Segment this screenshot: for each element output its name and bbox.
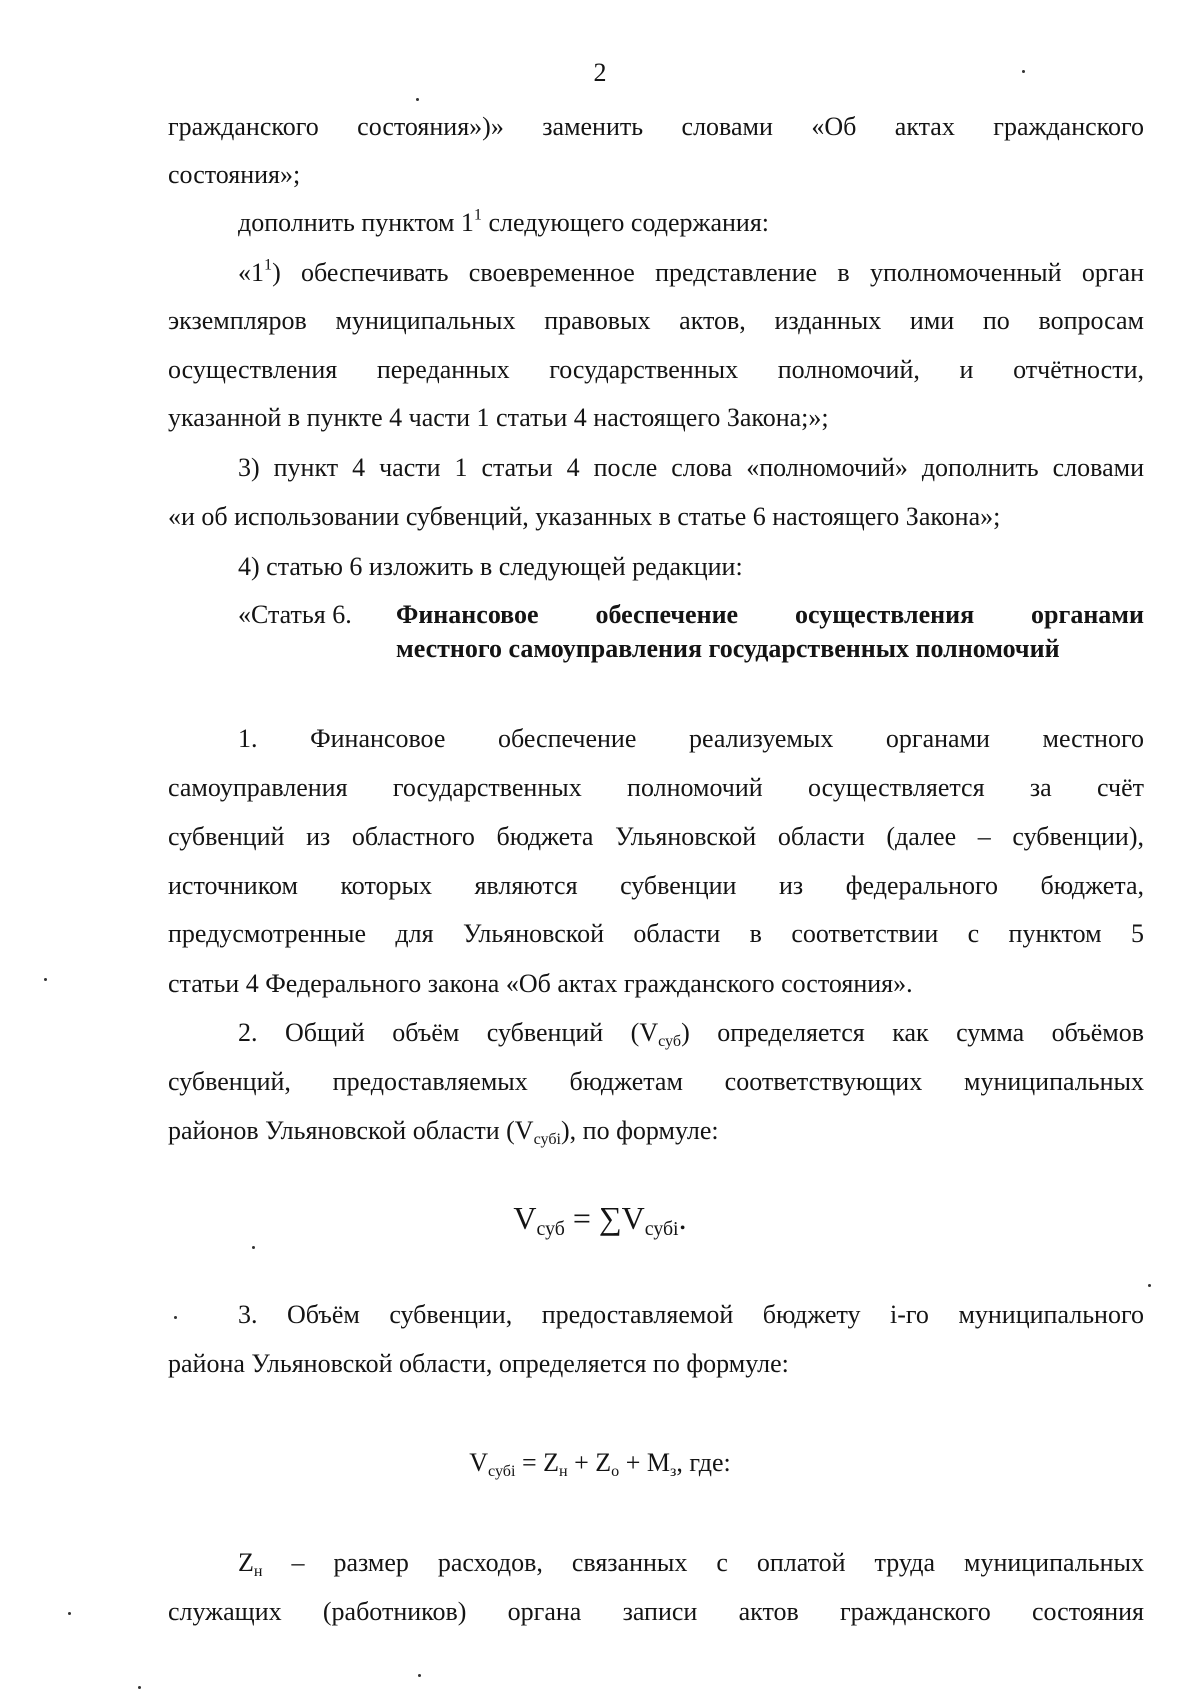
text-line: «$1^1$) обеспечивать своевременное представление в уполномоченный орган xyxy=(238,256,1144,287)
text-line: самоуправления государственных полномочий осуществляется за счёт xyxy=(168,773,1144,802)
text-line: 3. Объём субвенции, предоставляемой бюджету i-го муниципального xyxy=(238,1300,1144,1329)
text-line: предусмотренные для Ульяновской области в соответствии с пунктом 5 xyxy=(168,919,1144,948)
scan-speck xyxy=(44,978,47,981)
text-line: указанной в пункте 4 части 1 статьи 4 настоящего Закона;»; xyxy=(168,403,829,432)
text-line: «и об использовании субвенций, указанных в статье 6 настоящего Закона»; xyxy=(168,502,1001,531)
article-title: Финансовое обеспечение осуществления органами xyxy=(396,600,1144,629)
scan-speck xyxy=(174,1316,177,1319)
scan-speck xyxy=(68,1612,71,1615)
formula-district-subvention: $V_{субi} = Z_н + Z_о + M_з$, где: xyxy=(469,1448,731,1480)
scan-speck xyxy=(416,98,419,101)
formula-total-subvention: $V_{суб} = \sum V_{субi}$. xyxy=(513,1200,687,1240)
text-line: осуществления переданных государственных полномочий, и отчётности, xyxy=(168,355,1144,384)
text-line: 2. Общий объём субвенций $(V_{суб})$ определяется как сумма объёмов xyxy=(238,1018,1144,1050)
text-line: экземпляров муниципальных правовых актов, изданных ими по вопросам xyxy=(168,306,1144,335)
article-title: местного самоуправления государственных полномочий xyxy=(396,634,1060,663)
text-line: $Z_н$ – размер расходов, связанных с оплатой труда муниципальных xyxy=(238,1548,1144,1580)
text-line: статьи 4 Федерального закона «Об актах гражданского состояния». xyxy=(168,969,913,998)
scan-speck xyxy=(1148,1284,1151,1287)
scan-speck xyxy=(138,1686,141,1689)
page-number: 2 xyxy=(593,58,607,87)
text-line: субвенций из областного бюджета Ульяновской области (далее – субвенции), xyxy=(168,822,1144,851)
article-label: «Статья 6. xyxy=(238,600,352,629)
text-line: субвенций, предоставляемых бюджетам соответствующих муниципальных xyxy=(168,1067,1144,1096)
text-line: 1. Финансовое обеспечение реализуемых органами местного xyxy=(238,724,1144,753)
text-line: гражданского состояния»)» заменить словами «Об актах гражданского xyxy=(168,112,1144,141)
text-line: 4) статью 6 изложить в следующей редакции: xyxy=(238,552,743,581)
scan-speck xyxy=(252,1246,255,1249)
text-line: служащих (работников) органа записи актов гражданского состояния xyxy=(168,1597,1144,1626)
text-line: источником которых являются субвенции из федерального бюджета, xyxy=(168,871,1144,900)
scan-speck xyxy=(418,1674,421,1677)
text-line: дополнить пунктом $1^1$ следующего содержания: xyxy=(238,206,769,237)
text-line: районов Ульяновской области $(V_{субi})$, по формуле: xyxy=(168,1116,719,1148)
text-line: района Ульяновской области, определяется по формуле: xyxy=(168,1349,789,1378)
scan-speck xyxy=(1022,70,1025,73)
text-line: состояния»; xyxy=(168,160,301,189)
text-line: 3) пункт 4 части 1 статьи 4 после слова «полномочий» дополнить словами xyxy=(238,453,1144,482)
